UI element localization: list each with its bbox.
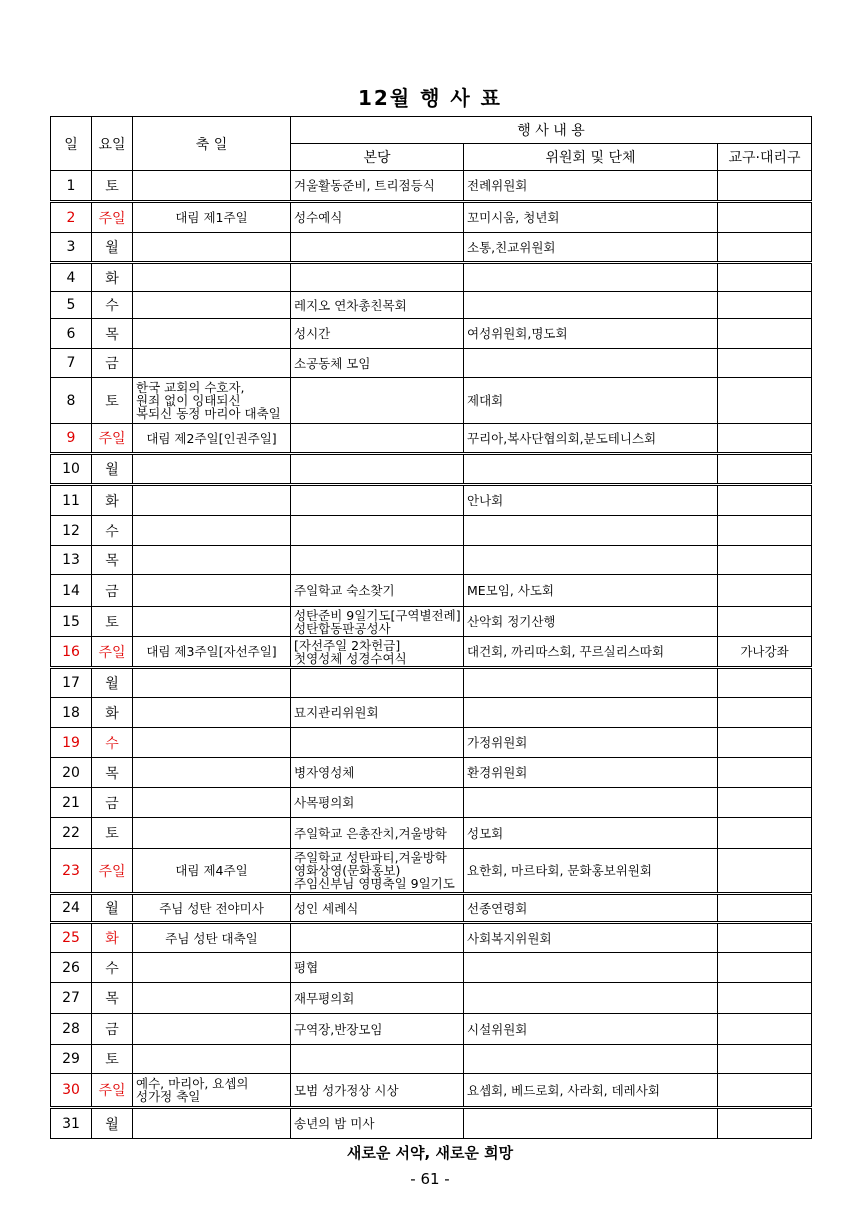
weekday-cell: 목 (92, 546, 133, 575)
main-parish-cell (291, 454, 464, 485)
table-row (51, 171, 812, 202)
district-cell (718, 849, 812, 894)
weekday-cell: 월 (92, 454, 133, 485)
table-row (51, 668, 812, 698)
main-parish-cell: 성탄준비 9일기도[구역별전례] 성탄합동판공성사 (291, 607, 464, 637)
weekday-cell: 수 (92, 728, 133, 758)
district-cell (718, 454, 812, 485)
table-row (51, 575, 812, 607)
feast-cell (133, 818, 291, 849)
committee-cell (464, 668, 718, 698)
page-title: 12월 행 사 표 (357, 86, 502, 110)
district-cell (718, 424, 812, 454)
main-parish-cell (291, 1045, 464, 1074)
feast-cell: 대림 제2주일[인권주일] (133, 424, 291, 454)
day-cell: 11 (51, 485, 92, 516)
day-cell: 5 (51, 292, 92, 319)
district-cell (718, 202, 812, 233)
district-cell (718, 894, 812, 923)
table-row (51, 424, 812, 454)
committee-cell (464, 516, 718, 546)
weekday-cell: 주일 (92, 424, 133, 454)
header-committee: 위원회 및 단체 (464, 144, 718, 171)
table-row (51, 728, 812, 758)
weekday-cell: 주일 (92, 202, 133, 233)
district-cell (718, 292, 812, 319)
feast-cell (133, 454, 291, 485)
district-cell (718, 575, 812, 607)
committee-cell: 꾸리아,복사단협의회,분도테니스회 (464, 424, 718, 454)
committee-cell (464, 292, 718, 319)
feast-cell: 주님 성탄 대축일 (133, 923, 291, 953)
feast-cell (133, 983, 291, 1014)
main-parish-cell: 주일학교 숙소찾기 (291, 575, 464, 607)
day-cell: 27 (51, 983, 92, 1014)
main-parish-cell (291, 378, 464, 424)
table-row (51, 953, 812, 983)
main-parish-cell: 주일학교 성탄파티,겨울방학 영화상영(문화홍보) 주임신부님 영명축일 9일기도 (291, 849, 464, 894)
day-cell: 24 (51, 894, 92, 923)
table-row (51, 1045, 812, 1074)
header-district: 교구·대리구 (718, 144, 812, 171)
main-parish-cell: [자선주일 2차헌금] 첫영성체 성경수여식 (291, 637, 464, 668)
main-parish-cell: 평협 (291, 953, 464, 983)
feast-cell: 예수, 마리아, 요셉의 성가정 축일 (133, 1074, 291, 1108)
weekday-cell: 월 (92, 1108, 133, 1139)
district-cell (718, 233, 812, 263)
table-row (51, 607, 812, 637)
feast-cell (133, 319, 291, 349)
day-cell: 2 (51, 202, 92, 233)
district-cell (718, 983, 812, 1014)
committee-cell: 요한회, 마르타회, 문화홍보위원회 (464, 849, 718, 894)
main-parish-cell (291, 546, 464, 575)
main-parish-cell (291, 485, 464, 516)
day-cell: 30 (51, 1074, 92, 1108)
committee-cell (464, 983, 718, 1014)
table-row (51, 637, 812, 668)
main-parish-cell (291, 923, 464, 953)
weekday-cell: 금 (92, 575, 133, 607)
district-cell (718, 953, 812, 983)
day-cell: 9 (51, 424, 92, 454)
weekday-cell: 목 (92, 983, 133, 1014)
table-row (51, 454, 812, 485)
table-row (51, 202, 812, 233)
day-cell: 26 (51, 953, 92, 983)
main-parish-cell: 구역장,반장모임 (291, 1014, 464, 1045)
feast-cell (133, 1045, 291, 1074)
weekday-cell: 수 (92, 516, 133, 546)
main-parish-cell: 주일학교 은총잔치,겨울방학 (291, 818, 464, 849)
header-weekday: 요일 (92, 117, 133, 171)
day-cell: 4 (51, 263, 92, 292)
table-row (51, 849, 812, 894)
weekday-cell: 주일 (92, 849, 133, 894)
feast-cell (133, 668, 291, 698)
feast-cell (133, 1108, 291, 1139)
committee-cell (464, 1045, 718, 1074)
feast-cell (133, 758, 291, 788)
district-cell (718, 1045, 812, 1074)
table-row (51, 349, 812, 378)
table-row (51, 378, 812, 424)
weekday-cell: 목 (92, 758, 133, 788)
day-cell: 28 (51, 1014, 92, 1045)
header-main-parish: 본당 (291, 144, 464, 171)
main-parish-cell: 소공동체 모임 (291, 349, 464, 378)
main-parish-cell: 레지오 연차총친목회 (291, 292, 464, 319)
district-cell (718, 758, 812, 788)
weekday-cell: 토 (92, 818, 133, 849)
district-cell (718, 263, 812, 292)
weekday-cell: 월 (92, 668, 133, 698)
main-parish-cell (291, 233, 464, 263)
table-row (51, 923, 812, 953)
district-cell (718, 923, 812, 953)
committee-cell: 전례위원회 (464, 171, 718, 202)
district-cell: 가나강좌 (718, 637, 812, 668)
committee-cell (464, 788, 718, 818)
feast-cell: 주님 성탄 전야미사 (133, 894, 291, 923)
day-cell: 12 (51, 516, 92, 546)
district-cell (718, 1108, 812, 1139)
day-cell: 14 (51, 575, 92, 607)
weekday-cell: 화 (92, 923, 133, 953)
feast-cell (133, 292, 291, 319)
feast-cell (133, 788, 291, 818)
district-cell (718, 698, 812, 728)
table-row (51, 788, 812, 818)
district-cell (718, 1014, 812, 1045)
feast-cell (133, 575, 291, 607)
district-cell (718, 546, 812, 575)
day-cell: 31 (51, 1108, 92, 1139)
table-row (51, 292, 812, 319)
table-row (51, 983, 812, 1014)
header-events: 행 사 내 용 (291, 117, 812, 144)
feast-cell (133, 698, 291, 728)
main-parish-cell (291, 263, 464, 292)
committee-cell: 선종연령회 (464, 894, 718, 923)
day-cell: 7 (51, 349, 92, 378)
weekday-cell: 주일 (92, 637, 133, 668)
day-cell: 20 (51, 758, 92, 788)
district-cell (718, 668, 812, 698)
table-row (51, 1108, 812, 1139)
feast-cell (133, 516, 291, 546)
main-parish-cell: 모범 성가정상 시상 (291, 1074, 464, 1108)
footer-slogan: 새로운 서약, 새로운 희망 (346, 1144, 514, 1162)
district-cell (718, 1074, 812, 1108)
feast-cell (133, 485, 291, 516)
feast-cell (133, 171, 291, 202)
weekday-cell: 금 (92, 1014, 133, 1045)
day-cell: 29 (51, 1045, 92, 1074)
committee-cell: 여성위원회,명도회 (464, 319, 718, 349)
weekday-cell: 목 (92, 319, 133, 349)
district-cell (718, 788, 812, 818)
day-cell: 16 (51, 637, 92, 668)
district-cell (718, 349, 812, 378)
day-cell: 10 (51, 454, 92, 485)
committee-cell (464, 454, 718, 485)
feast-cell: 대림 제3주일[자선주일] (133, 637, 291, 668)
table-row (51, 516, 812, 546)
day-cell: 23 (51, 849, 92, 894)
main-parish-cell: 송년의 밤 미사 (291, 1108, 464, 1139)
committee-cell: 가정위원회 (464, 728, 718, 758)
table-row (51, 1014, 812, 1045)
header-feast: 축 일 (133, 117, 291, 171)
committee-cell: 요셉회, 베드로회, 사라회, 데레사회 (464, 1074, 718, 1108)
committee-cell (464, 263, 718, 292)
day-cell: 19 (51, 728, 92, 758)
feast-cell: 대림 제1주일 (133, 202, 291, 233)
table-row (51, 233, 812, 263)
day-cell: 8 (51, 378, 92, 424)
committee-cell (464, 698, 718, 728)
committee-cell: 환경위원회 (464, 758, 718, 788)
weekday-cell: 금 (92, 349, 133, 378)
committee-cell: 대건회, 까리따스회, 꾸르실리스따회 (464, 637, 718, 668)
feast-cell (133, 953, 291, 983)
committee-cell (464, 349, 718, 378)
weekday-cell: 토 (92, 1045, 133, 1074)
main-parish-cell: 재무평의회 (291, 983, 464, 1014)
district-cell (718, 607, 812, 637)
table-row (51, 1074, 812, 1108)
committee-cell: 소통,친교위원회 (464, 233, 718, 263)
main-parish-cell: 병자영성체 (291, 758, 464, 788)
weekday-cell: 토 (92, 607, 133, 637)
day-cell: 13 (51, 546, 92, 575)
weekday-cell: 토 (92, 171, 133, 202)
feast-cell: 대림 제4주일 (133, 849, 291, 894)
district-cell (718, 171, 812, 202)
weekday-cell: 화 (92, 263, 133, 292)
feast-cell (133, 1014, 291, 1045)
table-row (51, 319, 812, 349)
weekday-cell: 토 (92, 378, 133, 424)
district-cell (718, 728, 812, 758)
weekday-cell: 화 (92, 485, 133, 516)
day-cell: 25 (51, 923, 92, 953)
feast-cell (133, 546, 291, 575)
committee-cell: 제대회 (464, 378, 718, 424)
committee-cell: 산악회 정기산행 (464, 607, 718, 637)
day-cell: 3 (51, 233, 92, 263)
district-cell (718, 485, 812, 516)
table-row (51, 263, 812, 292)
feast-cell (133, 728, 291, 758)
day-cell: 18 (51, 698, 92, 728)
day-cell: 22 (51, 818, 92, 849)
feast-cell: 한국 교회의 수호자, 원죄 없이 잉태되신 복되신 동정 마리아 대축일 (133, 378, 291, 424)
main-parish-cell: 성수예식 (291, 202, 464, 233)
table-row (51, 485, 812, 516)
feast-cell (133, 233, 291, 263)
table-row (51, 818, 812, 849)
table-row (51, 758, 812, 788)
page-number: - 61 - (410, 1170, 450, 1188)
district-cell (718, 516, 812, 546)
feast-cell (133, 349, 291, 378)
day-cell: 15 (51, 607, 92, 637)
main-parish-cell: 묘지관리위원회 (291, 698, 464, 728)
table-header-row (51, 117, 812, 144)
weekday-cell: 수 (92, 953, 133, 983)
day-cell: 21 (51, 788, 92, 818)
feast-cell (133, 263, 291, 292)
committee-cell: 사회복지위원회 (464, 923, 718, 953)
district-cell (718, 319, 812, 349)
main-parish-cell: 겨울활동준비, 트리점등식 (291, 171, 464, 202)
main-parish-cell: 성인 세례식 (291, 894, 464, 923)
feast-cell (133, 607, 291, 637)
committee-cell: 성모회 (464, 818, 718, 849)
day-cell: 1 (51, 171, 92, 202)
district-cell (718, 378, 812, 424)
district-cell (718, 818, 812, 849)
table-row (51, 894, 812, 923)
committee-cell: 안나회 (464, 485, 718, 516)
table-row (51, 546, 812, 575)
weekday-cell: 월 (92, 233, 133, 263)
committee-cell: ME모임, 사도회 (464, 575, 718, 607)
committee-cell (464, 953, 718, 983)
weekday-cell: 주일 (92, 1074, 133, 1108)
main-parish-cell (291, 728, 464, 758)
event-schedule-table (50, 116, 812, 1139)
main-parish-cell (291, 516, 464, 546)
weekday-cell: 화 (92, 698, 133, 728)
committee-cell: 시설위원회 (464, 1014, 718, 1045)
main-parish-cell (291, 668, 464, 698)
weekday-cell: 수 (92, 292, 133, 319)
main-parish-cell: 성시간 (291, 319, 464, 349)
day-cell: 17 (51, 668, 92, 698)
main-parish-cell: 사목평의회 (291, 788, 464, 818)
main-parish-cell (291, 424, 464, 454)
weekday-cell: 금 (92, 788, 133, 818)
committee-cell: 꼬미시움, 청년회 (464, 202, 718, 233)
day-cell: 6 (51, 319, 92, 349)
header-day: 일 (51, 117, 92, 171)
committee-cell (464, 546, 718, 575)
table-row (51, 698, 812, 728)
committee-cell (464, 1108, 718, 1139)
weekday-cell: 월 (92, 894, 133, 923)
